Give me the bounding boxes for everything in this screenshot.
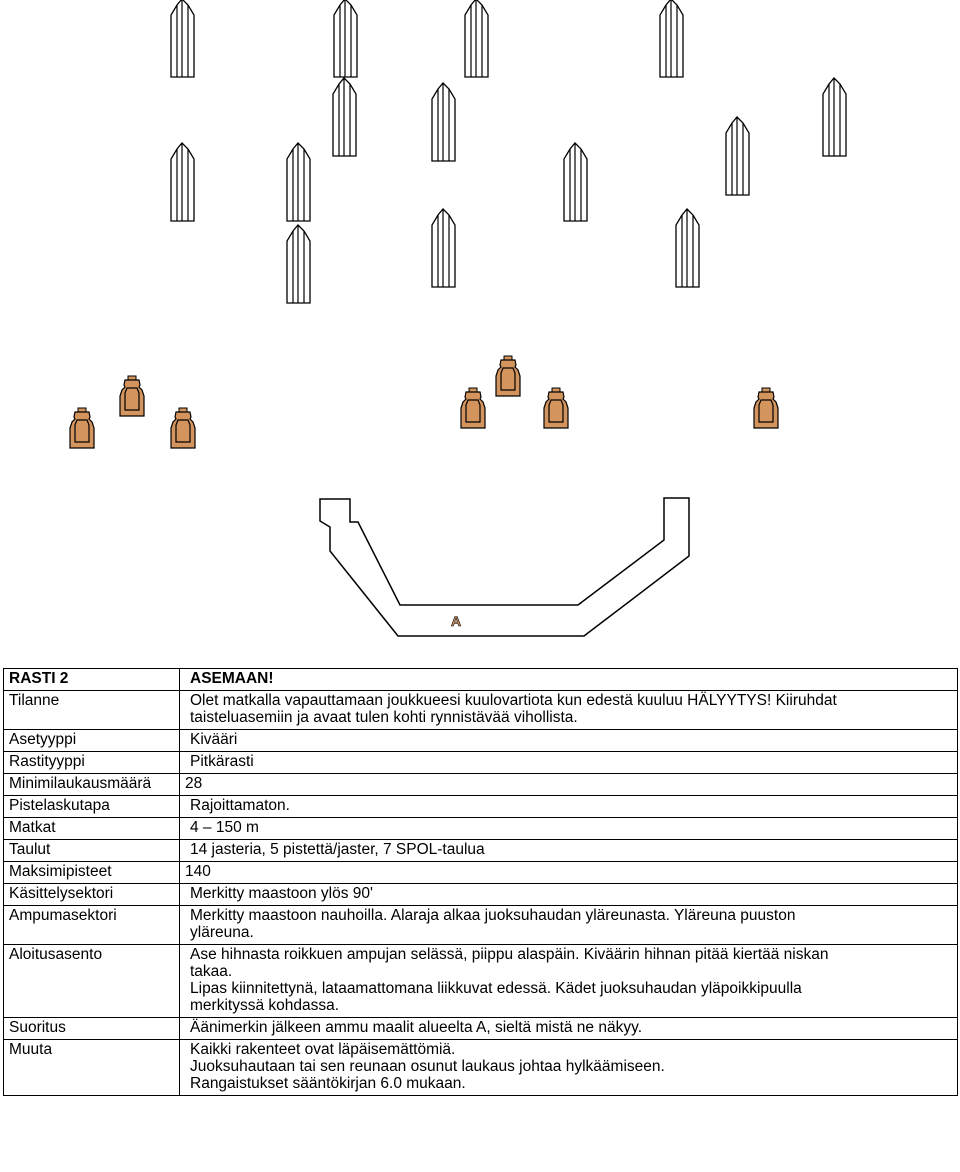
row-value-line: takaa. [190,963,233,980]
row-value-line: 140 [185,863,211,880]
row-value [180,796,958,818]
row-label: Ampumasektori [4,906,180,945]
row-value-line: Juoksuhautaan tai sen reunaan osunut laukaus johtaa hylkäämiseen. [190,1058,665,1075]
row-value-line: merkityssä kohdassa. [190,997,340,1014]
jaster-target-1 [171,0,194,77]
row-value-line: Rangaistukset sääntökirjan 6.0 mukaan. [190,1075,466,1092]
row-value-line: Merkitty maastoon ylös 90' [190,885,374,902]
row-label: Asetyyppi [4,730,180,752]
table-row [4,1040,958,1096]
table-row [4,840,958,862]
area-a-label: A [450,613,462,629]
table-row [4,796,958,818]
row-value [180,884,958,906]
row-value-line: Merkitty maastoon nauhoilla. Alaraja alkaa juoksuhaudan yläreunasta. Yläreuna puuston [190,907,796,924]
row-value [180,774,958,796]
table-header-row [4,669,958,691]
spol-target-4 [496,356,520,396]
table-row [4,818,958,840]
row-label: Matkat [4,818,180,840]
row-value [180,752,958,774]
jaster-target-4 [660,0,683,77]
jaster-target-2 [334,0,357,77]
spol-target-7 [754,388,778,428]
stage-info-table [3,668,958,1096]
row-value-line: Ase hihnasta roikkuen ampujan selässä, piippu alaspäin. Kiväärin hihnan pitää kiertää niskan [190,946,829,963]
jaster-target-13 [432,209,455,287]
shooting-trench [320,498,689,636]
row-label: Maksimipisteet [4,862,180,884]
jaster-target-14 [676,209,699,287]
table-row [4,752,958,774]
table-row [4,884,958,906]
row-value [180,840,958,862]
row-value [180,691,958,730]
row-value-line: 14 jasteria, 5 pistettä/jaster, 7 SPOL-taulua [190,841,485,858]
jaster-target-9 [171,143,194,221]
spol-target-2 [70,408,94,448]
table-row [4,1018,958,1040]
row-label: Muuta [4,1040,180,1096]
row-value-line: 28 [185,775,203,792]
jaster-target-8 [726,117,749,195]
row-value-line: taisteluasemiin ja avaat tulen kohti rynnistävää vihollista. [190,709,578,726]
table-row [4,862,958,884]
spol-target-1 [120,376,144,416]
jaster-target-11 [564,143,587,221]
row-value-line: yläreuna. [190,924,254,941]
row-label: Aloitusasento [4,945,180,1018]
row-label: Suoritus [4,1018,180,1040]
row-value [180,906,958,945]
spol-target-5 [461,388,485,428]
spol-target-6 [544,388,568,428]
row-value-line: Olet matkalla vapauttamaan joukkueesi kuulovartiota kun edestä kuuluu HÄLYYTYS! Kiiruhdat [190,692,837,709]
stage-title: RASTI 2 [4,669,180,691]
row-value [180,1018,958,1040]
jaster-targets [171,0,846,303]
row-value-line: Kivääri [190,731,238,748]
row-value [180,730,958,752]
spol-target-3 [171,408,195,448]
row-value [180,818,958,840]
row-value-line: 4 – 150 m [190,819,259,836]
table-row [4,730,958,752]
jaster-target-7 [823,78,846,156]
row-value-line: Äänimerkin jälkeen ammu maalit alueelta A, sieltä mistä ne näkyy. [190,1019,643,1036]
row-label: Pistelaskutapa [4,796,180,818]
jaster-target-6 [432,83,455,161]
row-value-line: Pitkärasti [190,753,254,770]
row-label: Käsittelysektori [4,884,180,906]
row-label: Rastityyppi [4,752,180,774]
jaster-target-5 [333,78,356,156]
jaster-target-12 [287,225,310,303]
jaster-target-10 [287,143,310,221]
stage-name: ASEMAAN! [180,669,958,691]
table-row [4,906,958,945]
table-row [4,774,958,796]
row-value [180,945,958,1018]
row-value-line: Rajoittamaton. [190,797,290,814]
row-value-line: Lipas kiinnitettynä, lataamattomana liikkuvat edessä. Kädet juoksuhaudan yläpoikkipuulla [190,980,802,997]
row-label: Taulut [4,840,180,862]
spol-targets [70,356,778,448]
jaster-target-3 [465,0,488,77]
row-value [180,862,958,884]
row-label: Tilanne [4,691,180,730]
row-label: Minimilaukausmäärä [4,774,180,796]
row-value [180,1040,958,1096]
table-row [4,945,958,1018]
table-row [4,691,958,730]
row-value-line: Kaikki rakenteet ovat läpäisemättömiä. [190,1041,456,1058]
